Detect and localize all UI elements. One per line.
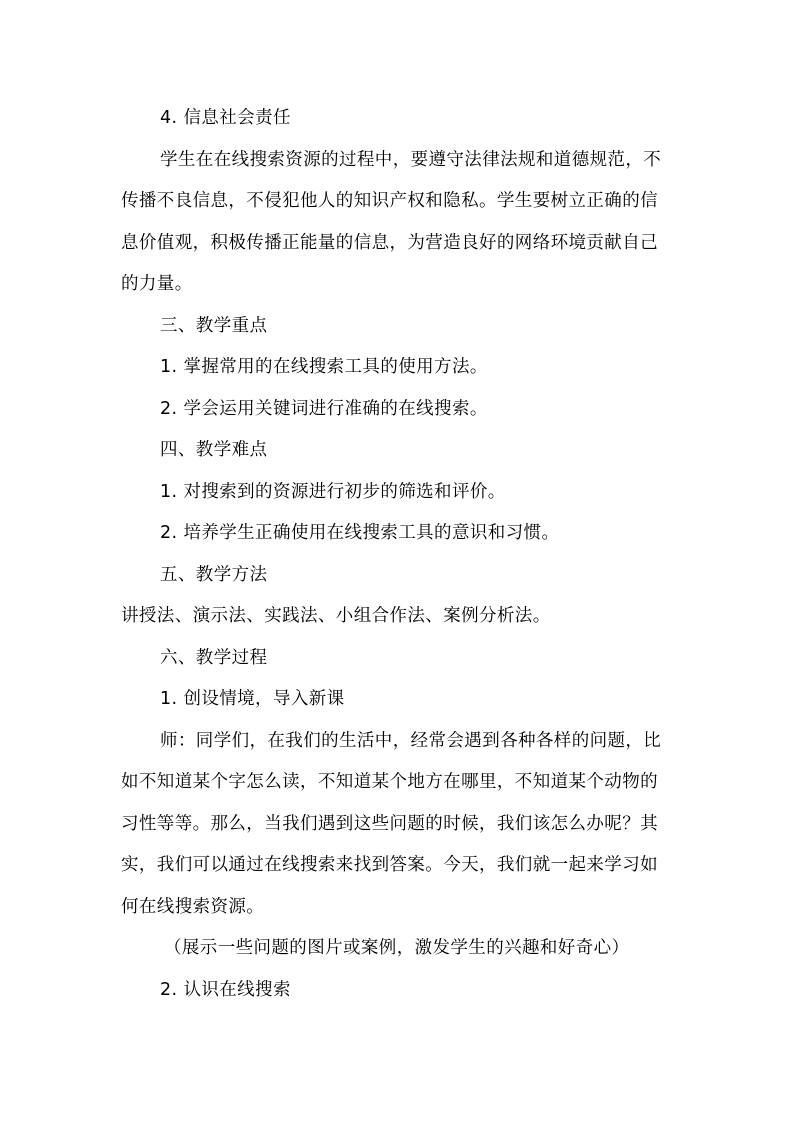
- section-title-key-points: 三、教学重点: [160, 316, 268, 336]
- paragraph-line: 实，我们可以通过在线搜索来找到答案。今天，我们就一起来学习如: [121, 855, 658, 875]
- paragraph-line: 师：同学们，在我们的生活中，经常会遇到各种各样的问题，比: [160, 731, 662, 751]
- list-item: 2. 培养学生正确使用在线搜索工具的意识和习惯。: [160, 523, 560, 543]
- section-title-process: 六、教学过程: [160, 648, 268, 668]
- list-item: 1. 掌握常用的在线搜索工具的使用方法。: [160, 357, 488, 377]
- paragraph-line: 学生在在线搜索资源的过程中，要遵守法律法规和道德规范，不: [160, 150, 662, 170]
- step-title: 2. 认识在线搜索: [160, 980, 291, 1000]
- heading-information-responsibility: 4. 信息社会责任: [160, 108, 291, 128]
- paragraph-line: 习性等等。那么，当我们遇到这些问题的时候，我们该怎么办呢？其: [121, 814, 658, 834]
- section-title-methods: 五、教学方法: [160, 565, 268, 585]
- methods-text: 讲授法、演示法、实践法、小组合作法、案例分析法。: [121, 606, 551, 626]
- paragraph-line: 何在线搜索资源。: [121, 897, 265, 917]
- section-title-difficulties: 四、教学难点: [160, 440, 268, 460]
- step-title: 1. 创设情境，导入新课: [160, 689, 345, 709]
- paragraph-line: 的力量。: [121, 274, 193, 294]
- list-item: 2. 学会运用关键词进行准确的在线搜索。: [160, 399, 488, 419]
- paragraph-line: 如不知道某个字怎么读，不知道某个地方在哪里，不知道某个动物的: [121, 772, 658, 792]
- paragraph-line: 传播不良信息，不侵犯他人的知识产权和隐私。学生要树立正确的信: [121, 191, 658, 211]
- list-item: 1. 对搜索到的资源进行初步的筛选和评价。: [160, 482, 506, 502]
- activity-note: （展示一些问题的图片或案例，激发学生的兴趣和好奇心）: [164, 938, 630, 958]
- paragraph-line: 息价值观，积极传播正能量的信息，为营造良好的网络环境贡献自己: [121, 233, 658, 253]
